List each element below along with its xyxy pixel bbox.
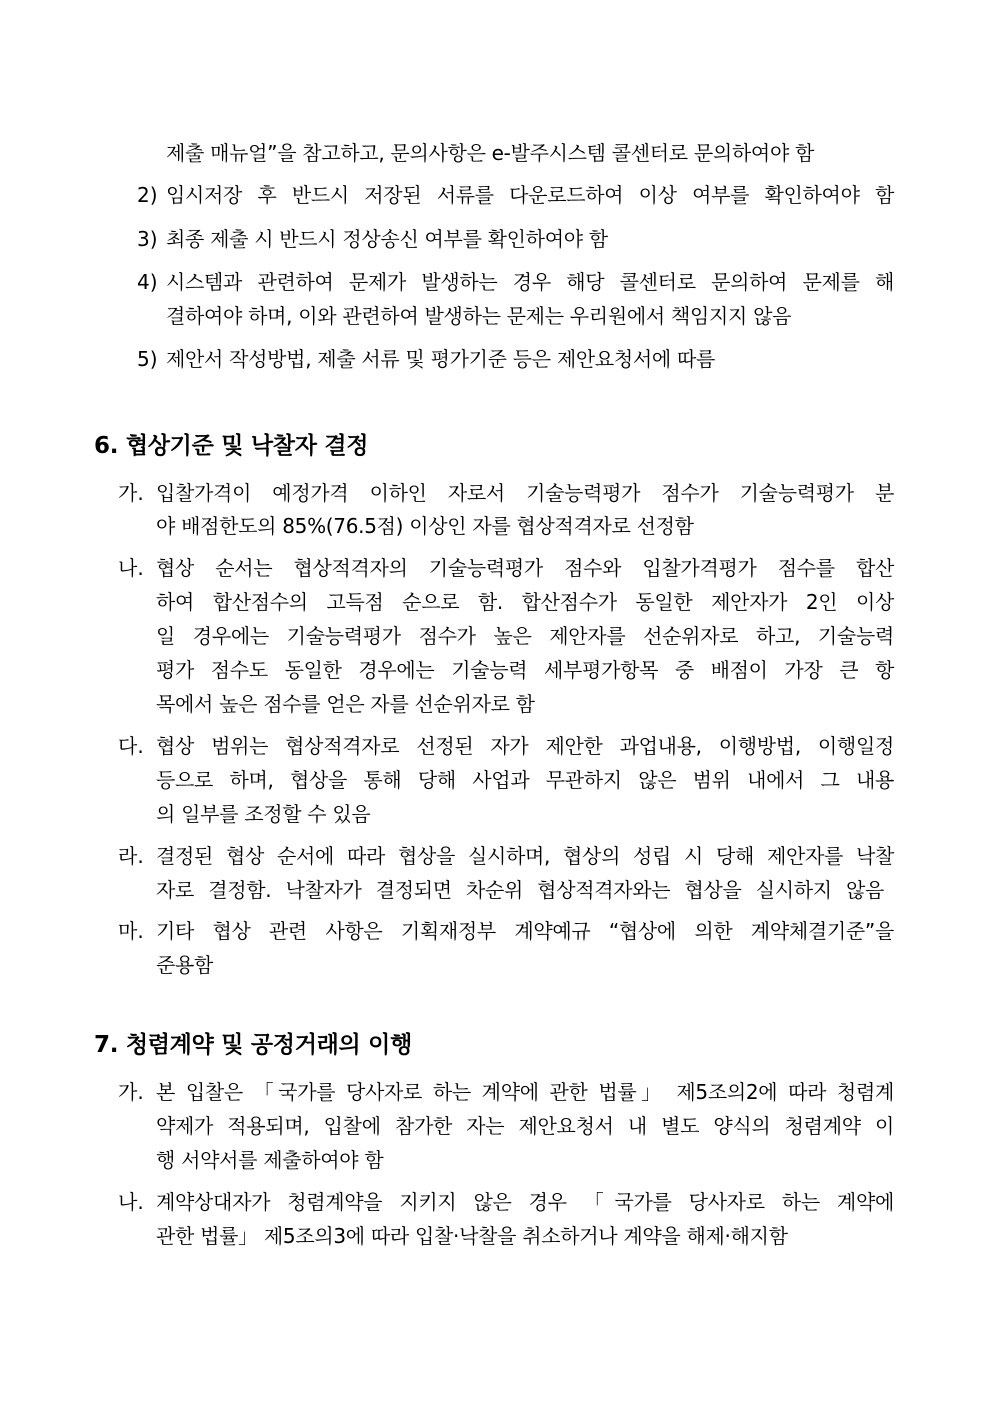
item-marker: 나.	[118, 1190, 144, 1214]
item-number: 5)	[137, 347, 158, 371]
item-number: 4)	[137, 270, 158, 294]
item-text-line: 본 입찰은 「국가를 당사자로 하는 계약에 관한 법률」 제5조의2에 따라 청렴계	[156, 1080, 894, 1104]
item-text-line: 등으로 하며, 협상을 통해 당해 사업과 무관하지 않은 범위 내에서 그 내용	[156, 768, 894, 792]
item-number: 2)	[137, 183, 158, 207]
item-text-line: 평가 점수도 동일한 경우에는 기술능력 세부평가항목 중 배점이 가장 큰 항	[156, 658, 894, 682]
item-text-line: 야 배점한도의 85%(76.5점) 이상인 자를 협상적격자로 선정함	[156, 514, 694, 538]
item-marker: 다.	[118, 734, 144, 758]
section-7-heading: 7. 청렴계약 및 공정거래의 이행	[94, 1032, 412, 1058]
item-text-line: 자로 결정함. 낙찰자가 결정되면 차순위 협상적격자와는 협상을 실시하지 않음	[156, 878, 884, 902]
item-marker: 가.	[118, 481, 144, 505]
item-text-line: 계약상대자가 청렴계약을 지키지 않은 경우 「국가를 당사자로 하는 계약에	[156, 1190, 894, 1214]
section5-continuation-line: 제출 매뉴얼”을 참고하고, 문의사항은 e-발주시스템 콜센터로 문의하여야 함	[166, 141, 815, 165]
item-text-line: 임시저장 후 반드시 저장된 서류를 다운로드하여 이상 여부를 확인하여야 함	[166, 183, 894, 207]
item-text-line: 제안서 작성방법, 제출 서류 및 평가기준 등은 제안요청서에 따름	[166, 347, 716, 371]
item-marker: 나.	[118, 556, 144, 580]
item-text-line: 결정된 협상 순서에 따라 협상을 실시하며, 협상의 성립 시 당해 제안자를 낙찰	[156, 844, 894, 868]
item-text-line: 의 일부를 조정할 수 있음	[156, 802, 371, 826]
item-text-line: 약제가 적용되며, 입찰에 참가한 자는 제안요청서 내 별도 양식의 청렴계약 이	[156, 1114, 894, 1138]
item-text-line: 목에서 높은 점수를 얻은 자를 선순위자로 함	[156, 692, 535, 716]
item-marker: 라.	[118, 844, 144, 868]
item-text-line: 일 경우에는 기술능력평가 점수가 높은 제안자를 선순위자로 하고, 기술능력	[156, 624, 894, 648]
item-text-line: 협상 범위는 협상적격자로 선정된 자가 제안한 과업내용, 이행방법, 이행일정	[156, 734, 894, 758]
item-marker: 마.	[118, 919, 144, 943]
item-text-line: 기타 협상 관련 사항은 기획재정부 계약예규 “협상에 의한 계약체결기준”을	[156, 919, 894, 943]
section-6-heading: 6. 협상기준 및 낙찰자 결정	[94, 433, 369, 459]
item-marker: 가.	[118, 1080, 144, 1104]
item-text-line: 입찰가격이 예정가격 이하인 자로서 기술능력평가 점수가 기술능력평가 분	[156, 481, 894, 505]
item-text-line: 하여 합산점수의 고득점 순으로 함. 합산점수가 동일한 제안자가 2인 이상	[156, 590, 894, 614]
item-number: 3)	[137, 227, 158, 251]
item-text-line: 최종 제출 시 반드시 정상송신 여부를 확인하여야 함	[166, 227, 608, 251]
item-text-line: 행 서약서를 제출하여야 함	[156, 1148, 384, 1172]
item-text-line: 협상 순서는 협상적격자의 기술능력평가 점수와 입찰가격평가 점수를 합산	[156, 556, 894, 580]
item-text-line: 준용함	[156, 953, 214, 977]
item-text-line: 시스템과 관련하여 문제가 발생하는 경우 해당 콜센터로 문의하여 문제를 해	[166, 270, 894, 294]
item-text-line: 결하여야 하며, 이와 관련하여 발생하는 문제는 우리원에서 책임지지 않음	[166, 304, 792, 328]
item-text-line: 관한 법률」 제5조의3에 따라 입찰·낙찰을 취소하거나 계약을 해제·해지함	[156, 1224, 788, 1248]
